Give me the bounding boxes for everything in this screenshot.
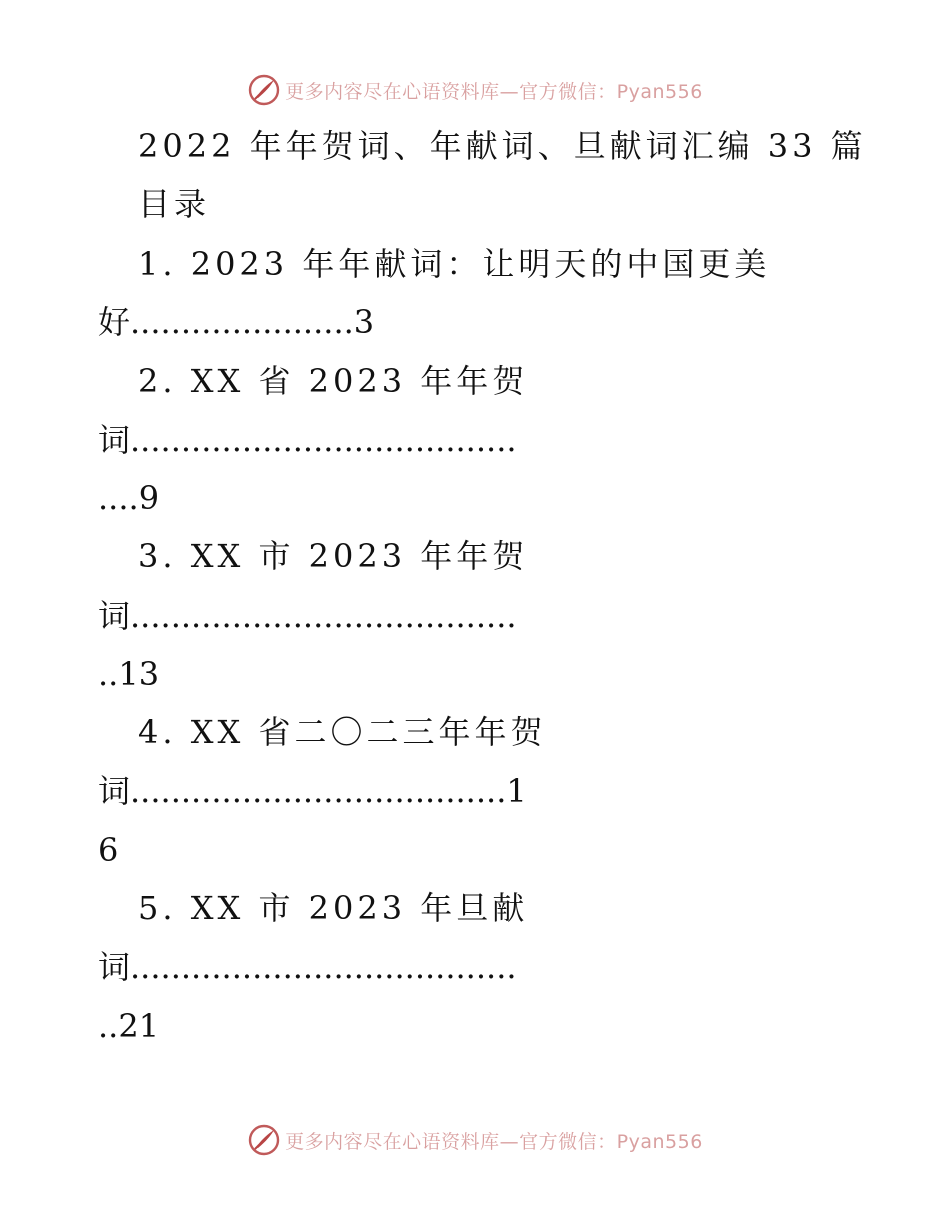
- toc-entry-5-title: 5. XX 市 2023 年旦献: [138, 889, 529, 927]
- header-watermark-text: 更多内容尽在心语资料库—官方微信：Pyan556: [285, 80, 703, 103]
- wechat-id: Pyan556: [616, 1130, 703, 1153]
- toc-entry-5-leader: 词......................................: [98, 948, 517, 986]
- quill-logo-icon: [247, 1123, 281, 1157]
- toc-entry-3-leader: 词......................................: [98, 597, 517, 635]
- quill-logo-icon: [247, 73, 281, 107]
- toc-heading: 目录: [138, 185, 211, 223]
- footer-watermark-text: 更多内容尽在心语资料库—官方微信：Pyan556: [285, 1130, 703, 1153]
- toc-entry-2-page: ....9: [98, 479, 160, 517]
- toc-entry-3-page: ..13: [98, 655, 160, 693]
- footer-watermark-banner: [0, 1118, 950, 1162]
- wechat-id: Pyan556: [616, 80, 703, 103]
- toc-entry-4-leader: 词.....................................1: [98, 772, 527, 810]
- toc-entry-1-leader: 好......................3: [98, 303, 375, 341]
- toc-entry-3-title: 3. XX 市 2023 年年贺: [138, 537, 529, 575]
- toc-entry-5-page: ..21: [98, 1007, 160, 1045]
- toc-entry-2-leader: 词......................................: [98, 421, 517, 459]
- toc-entry-2-title: 2. XX 省 2023 年年贺: [138, 362, 529, 400]
- toc-entry-1-title: 1. 2023 年年献词：让明天的中国更美: [138, 245, 771, 283]
- toc-entry-4-title: 4. XX 省二〇二三年年贺: [138, 713, 547, 751]
- header-watermark-banner: [0, 68, 950, 112]
- document-title: 2022 年年贺词、年献词、旦献词汇编 33 篇: [138, 127, 867, 165]
- toc-entry-4-page: 6: [98, 831, 119, 869]
